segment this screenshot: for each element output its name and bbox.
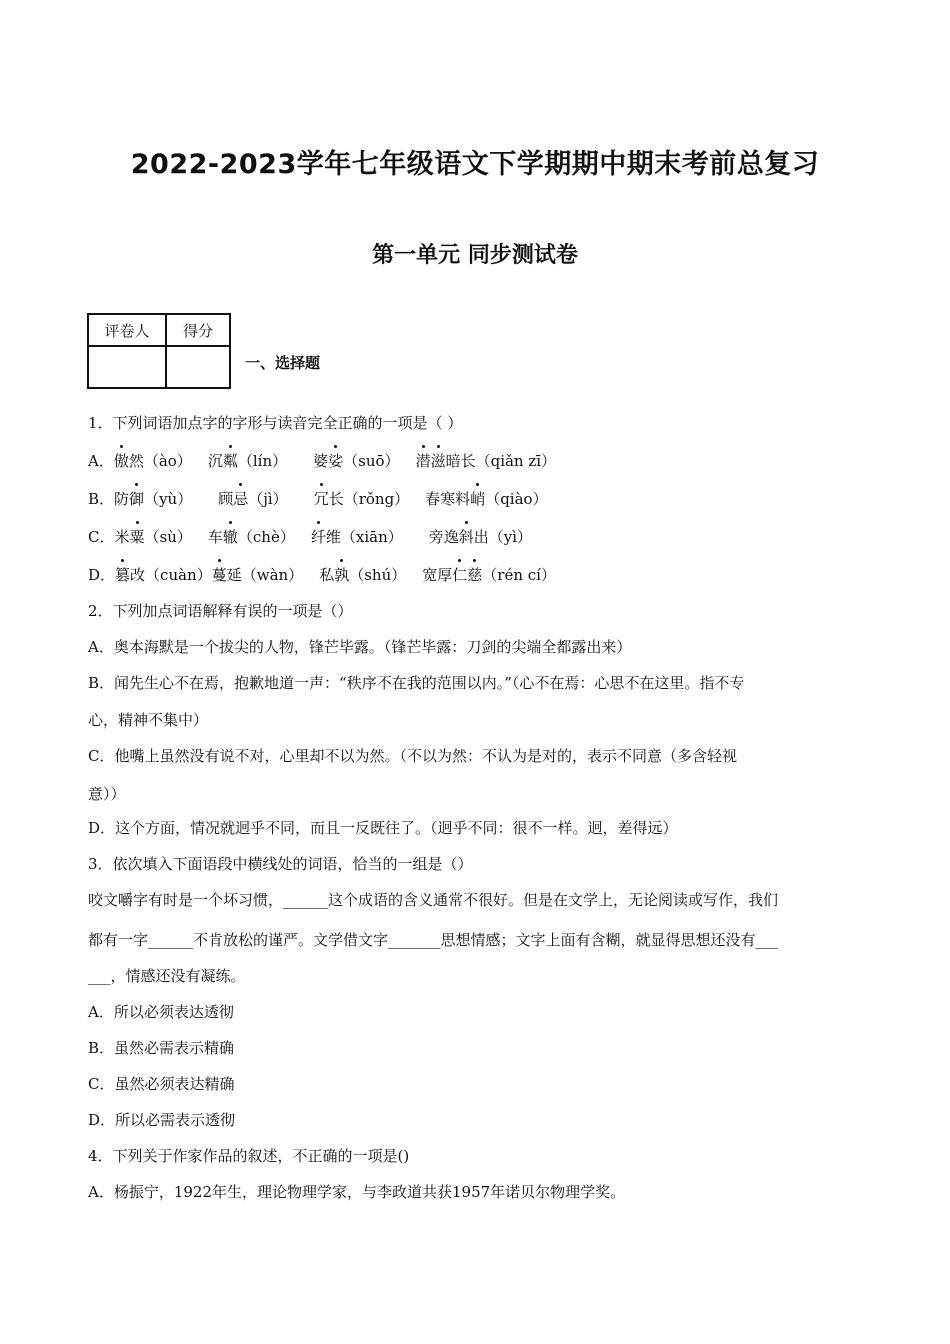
score-cell: [166, 346, 230, 388]
option-label: B．: [88, 490, 115, 508]
emphasized-char: 潜: [415, 452, 431, 470]
section-title: 一、选择题: [245, 354, 321, 372]
option-label: C．: [88, 528, 115, 546]
option-text: 车: [207, 528, 223, 546]
emphasized-char: 滋: [430, 452, 446, 470]
emphasized-char: 纤: [310, 528, 326, 546]
question-3-option-b: B．虽然必需表示精确: [88, 1039, 235, 1057]
option-label: A．: [88, 452, 114, 470]
question-2-option-c-cont: 意））: [88, 785, 126, 803]
question-3-stem: 3．依次填入下面语段中横线处的词语，恰当的一组是（）: [88, 855, 473, 873]
option-text: （lín）: [237, 452, 288, 470]
question-2-stem: 2．下列加点词语解释有误的一项是（）: [88, 602, 353, 620]
option-text: 暗长（qiǎn zī）: [445, 452, 557, 470]
emphasized-char: 慈: [467, 566, 483, 584]
option-text: （jì）: [248, 490, 288, 508]
question-1-option-a: [88, 451, 863, 471]
grader-cell: [88, 346, 166, 388]
question-3-option-d: D．所以必需表示透彻: [88, 1111, 236, 1129]
question-2-option-d: D．这个方面，情况就迥乎不同，而且一反既往了。（迥乎不同：很不一样。迥，差得远）: [88, 819, 678, 837]
question-1-option-c: [88, 527, 863, 547]
emphasized-char: 蔓: [211, 566, 227, 584]
grader-score-table: [87, 313, 231, 389]
page-title: 2022-2023学年七年级语文下学期期中期末考前总复习: [130, 149, 820, 180]
emphasized-char: 辙: [222, 528, 238, 546]
question-4-option-a: A．杨振宁，1922年生，理论物理学家，与李政道共获1957年诺贝尔物理学奖。: [88, 1183, 626, 1201]
option-text: 米: [114, 528, 130, 546]
emphasized-char: 忌: [233, 490, 249, 508]
option-text: 婆: [313, 452, 329, 470]
emphasized-char: 冗: [313, 490, 329, 508]
option-text: 然（ào）: [128, 452, 192, 470]
question-2-option-c: C．他嘴上虽然没有说不对，心里却不以为然。（不以为然：不认为是对的，表示不同意（多含轻视: [88, 747, 737, 765]
question-3-option-a: A．所以必须表达透彻: [88, 1003, 234, 1021]
option-text: （rén cí）: [482, 566, 556, 584]
score-header: 得分: [166, 314, 230, 346]
question-1-option-d: [88, 565, 863, 585]
emphasized-char: 斜: [458, 528, 474, 546]
emphasized-char: 御: [129, 490, 145, 508]
option-text: 春寒料: [425, 490, 471, 508]
emphasized-char: 孰: [334, 566, 350, 584]
question-1-option-b: [88, 489, 863, 509]
question-3-passage-line-3: ___，情感还没有凝练。: [88, 967, 246, 985]
option-text: （suō）: [343, 452, 400, 470]
option-label: D．: [88, 566, 116, 584]
emphasized-char: 仁: [452, 566, 468, 584]
emphasized-char: 粟: [129, 528, 145, 546]
option-text: （sù）: [144, 528, 192, 546]
emphasized-char: 峭: [470, 490, 486, 508]
emphasized-char: 粼: [222, 452, 238, 470]
option-text: 长（rǒng）: [328, 490, 410, 508]
emphasized-char: 篡: [115, 566, 131, 584]
grader-header: 评卷人: [88, 314, 166, 346]
question-3-passage-line-2: 都有一字______不肯放松的谨严。文学借文字_______思想情感；文字上面有含糊，就显得思想还没有___: [88, 931, 779, 949]
emphasized-char: 娑: [328, 452, 344, 470]
question-1-stem: 1．下列词语加点字的字形与读音完全正确的一项是（ ）: [88, 414, 463, 432]
option-text: 延（wàn）: [226, 566, 304, 584]
question-2-option-b: B．闻先生心不在焉，抱歉地道一声：“秩序不在我的范围以内。”（心不在焉：心思不在这里。指不专: [88, 674, 745, 692]
option-text: 私: [319, 566, 335, 584]
option-text: （shú）: [349, 566, 407, 584]
option-text: （chè）: [237, 528, 295, 546]
question-3-passage-line-1: 咬文嚼字有时是一个坏习惯，______这个成语的含义通常不很好。但是在文学上，无论阅读或写作，我们: [88, 891, 779, 909]
question-2-option-a: A．奥本海默是一个拔尖的人物，锋芒毕露。（锋芒毕露：刀剑的尖端全都露出来）: [88, 638, 632, 656]
option-text: （yù）: [144, 490, 193, 508]
option-text: （qiào）: [485, 490, 548, 508]
option-text: 出（yì）: [473, 528, 533, 546]
option-text: 旁逸: [428, 528, 459, 546]
question-4-stem: 4．下列关于作家作品的叙述，不正确的一项是(): [88, 1147, 410, 1165]
emphasized-char: 傲: [113, 452, 129, 470]
question-3-option-c: C．虽然必须表达精确: [88, 1075, 235, 1093]
option-text: 顾: [218, 490, 234, 508]
question-2-option-b-cont: 心，精神不集中）: [88, 711, 209, 729]
page-subtitle: 第一单元 同步测试卷: [372, 243, 578, 268]
option-text: 沉: [207, 452, 223, 470]
option-text: 防: [114, 490, 130, 508]
option-text: 宽厚: [422, 566, 453, 584]
option-text: 维（xiān）: [325, 528, 403, 546]
option-text: 改（cuàn）: [130, 566, 212, 584]
